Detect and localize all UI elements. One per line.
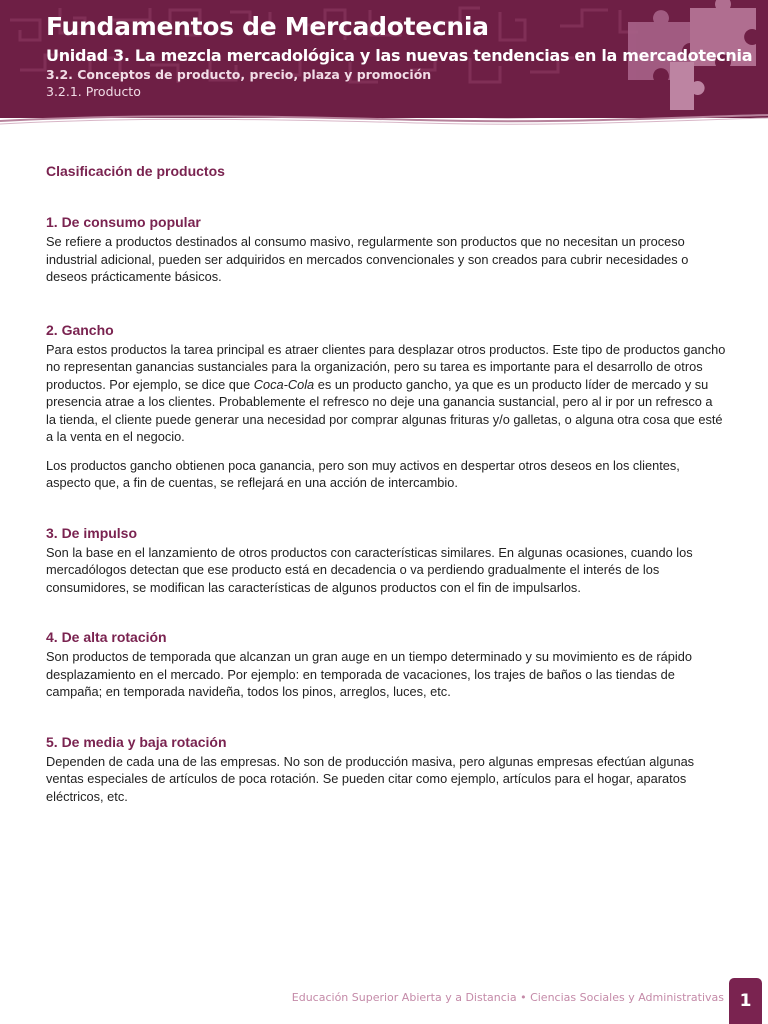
product-type-2 xyxy=(46,321,726,492)
product-type-1 xyxy=(46,213,726,286)
item-title: 1. De consumo popular xyxy=(46,214,201,230)
product-type-3 xyxy=(46,524,726,597)
footer-institution-text: Educación Superior Abierta y a Distancia • Ciencias Sociales y Administrativas xyxy=(291,991,724,1004)
unit-title: Unidad 3. La mezcla mercadológica y las nuevas tendencias en la mercadotecnia xyxy=(46,46,753,65)
header-wave-border xyxy=(0,110,768,134)
product-type-5 xyxy=(46,733,726,806)
page-header xyxy=(0,0,768,118)
item-paragraph: Son productos de temporada que alcanzan un gran auge en un tiempo determinado y su movimiento es de rápido desplazamiento en el mercado. Por ejemplo: en temporada de vacaciones, los trajes de baños o las tiendas de campaña; en temporada navideña, todos los pinos, arreglos, luces, etc. xyxy=(46,649,692,699)
item-paragraph xyxy=(46,341,726,446)
section-title: 3.2. Conceptos de producto, precio, plaza y promoción xyxy=(46,67,432,82)
page-number-tab: 1 xyxy=(729,978,762,1024)
paragraph-text-after: es un producto gancho, ya que es un producto líder de mercado y su presencia atrae a los clientes. Probablemente el refresco no deje una ganancia sustancial, pero al ir por un refresco a la tienda, el cliente puede generar una necesidad por comprar algunas frituras y/o galletas, o alguna otra cosa que esté a la venta en el negocio. xyxy=(46,376,723,444)
product-type-4 xyxy=(46,628,726,701)
item-title: 5. De media y baja rotación xyxy=(46,733,227,750)
item-paragraph: Son la base en el lanzamiento de otros productos con características similares. En algunas ocasiones, cuando los mercadólogos detectan que ese producto está en decadencia o va perdiendo gradualmente el interés de los consumidores, se modifican las características de algunos productos con el fin de impulsarlos. xyxy=(46,544,693,595)
main-content xyxy=(46,162,726,837)
item-paragraph: Los productos gancho obtienen poca ganancia, pero son muy activos en despertar otros deseos en los clientes, aspecto que, a fin de cuentas, se reflejará en una acción de intercambio. xyxy=(46,457,680,490)
paragraph-text-before: Para estos productos la tarea principal es atraer clientes para desplazar otros productos. Este tipo de productos gancho no representan ganancias sustanciales para la organización, pero su tarea es importante para el desarrollo de otros productos. Por ejemplo, se dice que xyxy=(46,341,726,392)
item-title: 4. De alta rotación xyxy=(46,629,167,645)
brand-name-emphasis: Coca-Cola xyxy=(253,376,315,392)
subsection-title: 3.2.1. Producto xyxy=(46,84,141,99)
content-heading: Clasificación de productos xyxy=(46,163,225,179)
item-paragraph: Se refiere a productos destinados al consumo masivo, regularmente son productos que no necesitan un proceso industrial adicional, pueden ser adquiridos en mercados convencionales y son creados para cubrir necesidades o deseos prácticamente básicos. xyxy=(46,234,689,284)
item-paragraph: Dependen de cada una de las empresas. No son de producción masiva, pero algunas empresas efectúan algunas ventas especiales de artículos de poca rotación. Se pueden citar como ejemplo, artículos para el hogar, aparatos eléctricos, etc. xyxy=(46,753,695,804)
item-title: 3. De impulso xyxy=(46,524,138,541)
item-title: 2. Gancho xyxy=(46,321,114,338)
document-title: Fundamentos de Mercadotecnia xyxy=(46,12,489,41)
header-text-block xyxy=(46,12,752,101)
